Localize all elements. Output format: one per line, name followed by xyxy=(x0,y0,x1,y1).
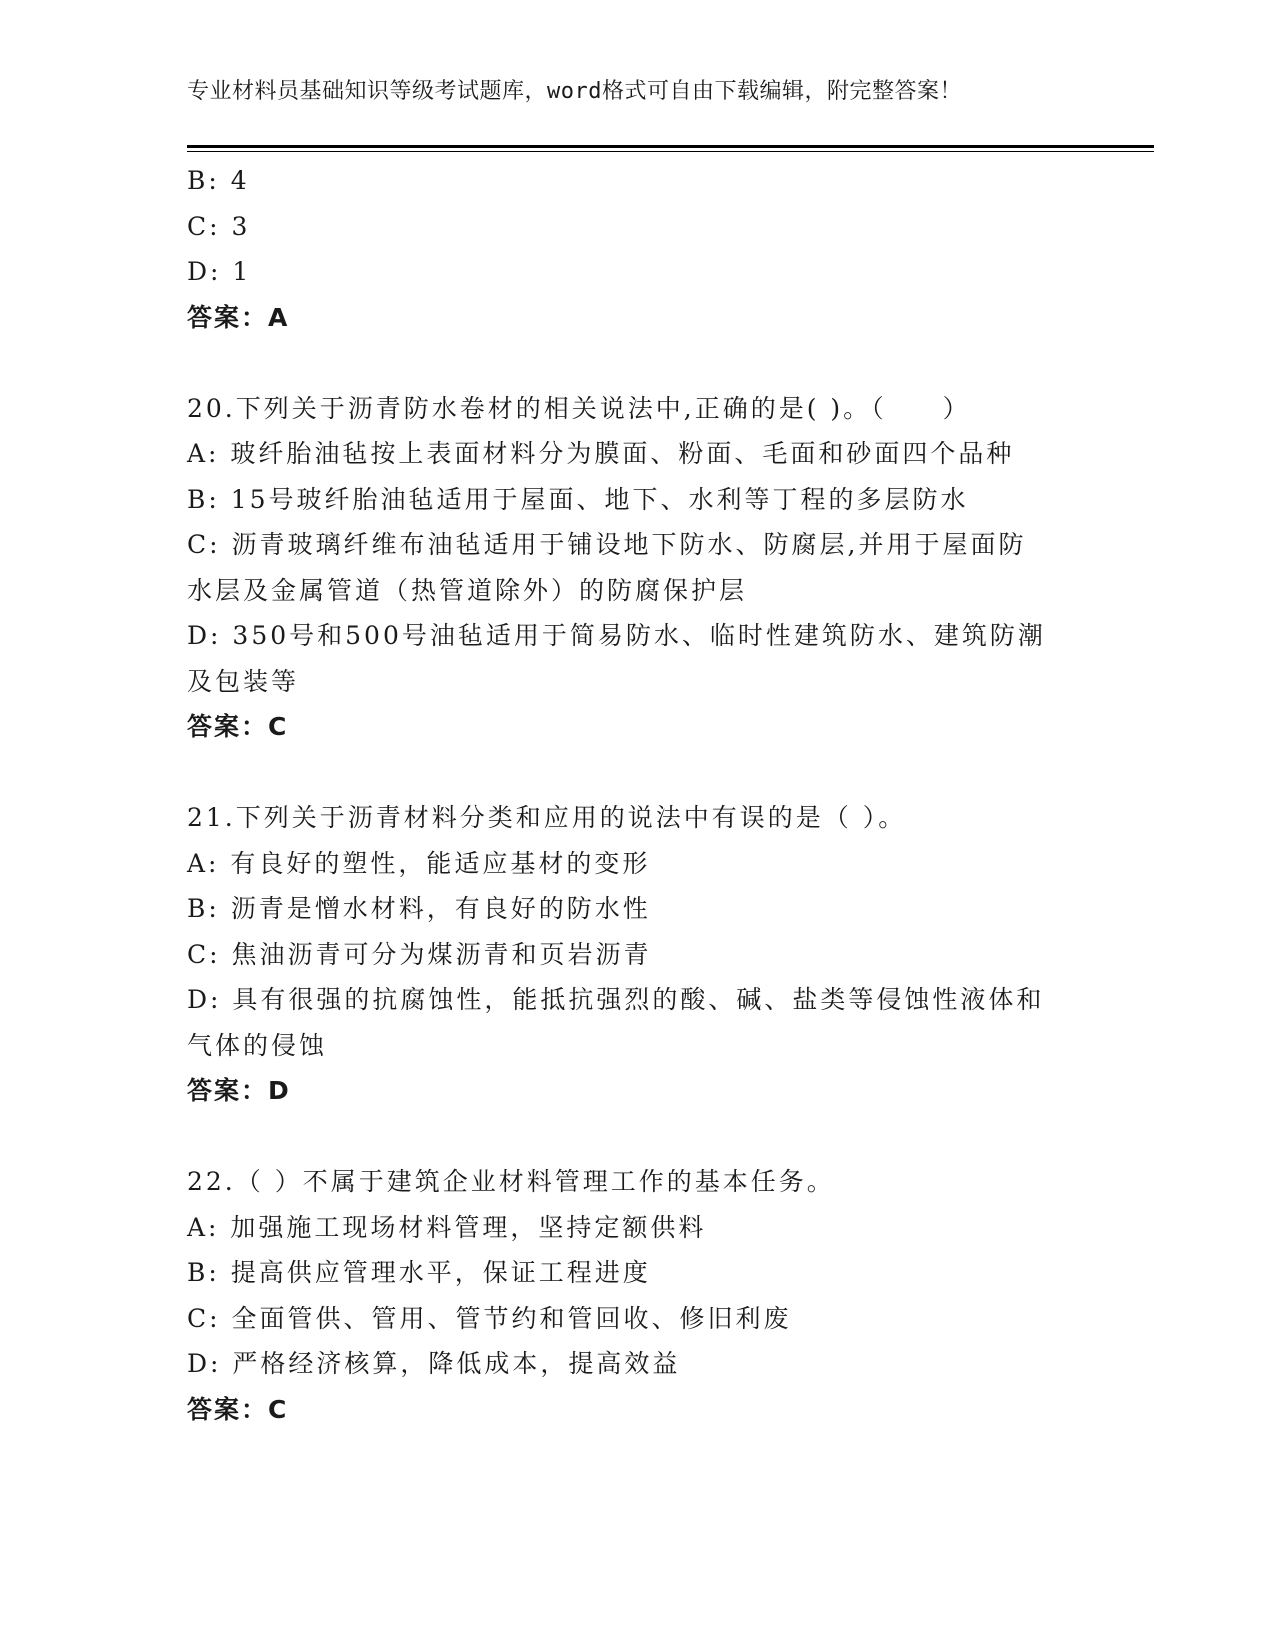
answer: 答案：C xyxy=(187,712,289,741)
question-22 xyxy=(187,1159,1087,1432)
question-text: 20.下列关于沥青防水卷材的相关说法中,正确的是( )。（ ） xyxy=(187,393,971,423)
spacer xyxy=(187,1114,1087,1160)
option-a: A: 玻纤胎油毡按上表面材料分为膜面、粉面、毛面和砂面四个品种 xyxy=(187,439,1015,468)
question-content xyxy=(187,158,1087,1432)
option-d-continued: 气体的侵蚀 xyxy=(187,1030,328,1060)
option-a: A: 有良好的塑性，能适应基材的变形 xyxy=(187,848,651,878)
page-header: 专业材料员基础知识等级考试题库，word格式可自由下载编辑，附完整答案！ xyxy=(187,79,962,104)
option-b: B: 沥青是憎水材料，有良好的防水性 xyxy=(187,894,651,923)
spacer xyxy=(187,750,1087,796)
header-rule-thin xyxy=(187,151,1154,152)
option-b: B: 提高供应管理水平，保证工程进度 xyxy=(187,1258,651,1287)
option-b: B: 4 xyxy=(187,166,250,195)
option-c: C: 全面管供、管用、管节约和管回收、修旧利废 xyxy=(187,1303,792,1333)
option-d: D: 350号和500号油毡适用于简易防水、临时性建筑防水、建筑防潮 xyxy=(187,621,1046,650)
option-d-continued: 及包装等 xyxy=(187,666,300,696)
option-c: C: 焦油沥青可分为煤沥青和页岩沥青 xyxy=(187,939,652,969)
spacer xyxy=(187,340,1087,386)
answer: 答案：D xyxy=(187,1076,291,1105)
option-d: D: 严格经济核算，降低成本，提高效益 xyxy=(187,1349,681,1378)
question-20 xyxy=(187,386,1087,750)
question-21 xyxy=(187,795,1087,1114)
option-b: B: 15号玻纤胎油毡适用于屋面、地下、水利等丁程的多层防水 xyxy=(187,484,969,514)
header-rule-thick xyxy=(187,145,1154,148)
answer: 答案：A xyxy=(187,302,290,332)
question-text: 22.（ ）不属于建筑企业材料管理工作的基本任务。 xyxy=(187,1167,835,1196)
option-c-continued: 水层及金属管道（热管道除外）的防腐保护层 xyxy=(187,575,748,605)
answer: 答案：C xyxy=(187,1394,289,1424)
option-c: C: 3 xyxy=(187,211,251,241)
option-a: A: 加强施工现场材料管理，坚持定额供料 xyxy=(187,1212,707,1242)
option-d: D: 1 xyxy=(187,257,252,286)
question-text: 21.下列关于沥青材料分类和应用的说法中有误的是（ ）。 xyxy=(187,803,907,832)
question-19-tail xyxy=(187,158,1087,340)
option-d: D: 具有很强的抗腐蚀性，能抵抗强烈的酸、碱、盐类等侵蚀性液体和 xyxy=(187,985,1045,1014)
option-c: C: 沥青玻璃纤维布油毡适用于铺设地下防水、防腐层,并用于屋面防 xyxy=(187,530,1027,559)
